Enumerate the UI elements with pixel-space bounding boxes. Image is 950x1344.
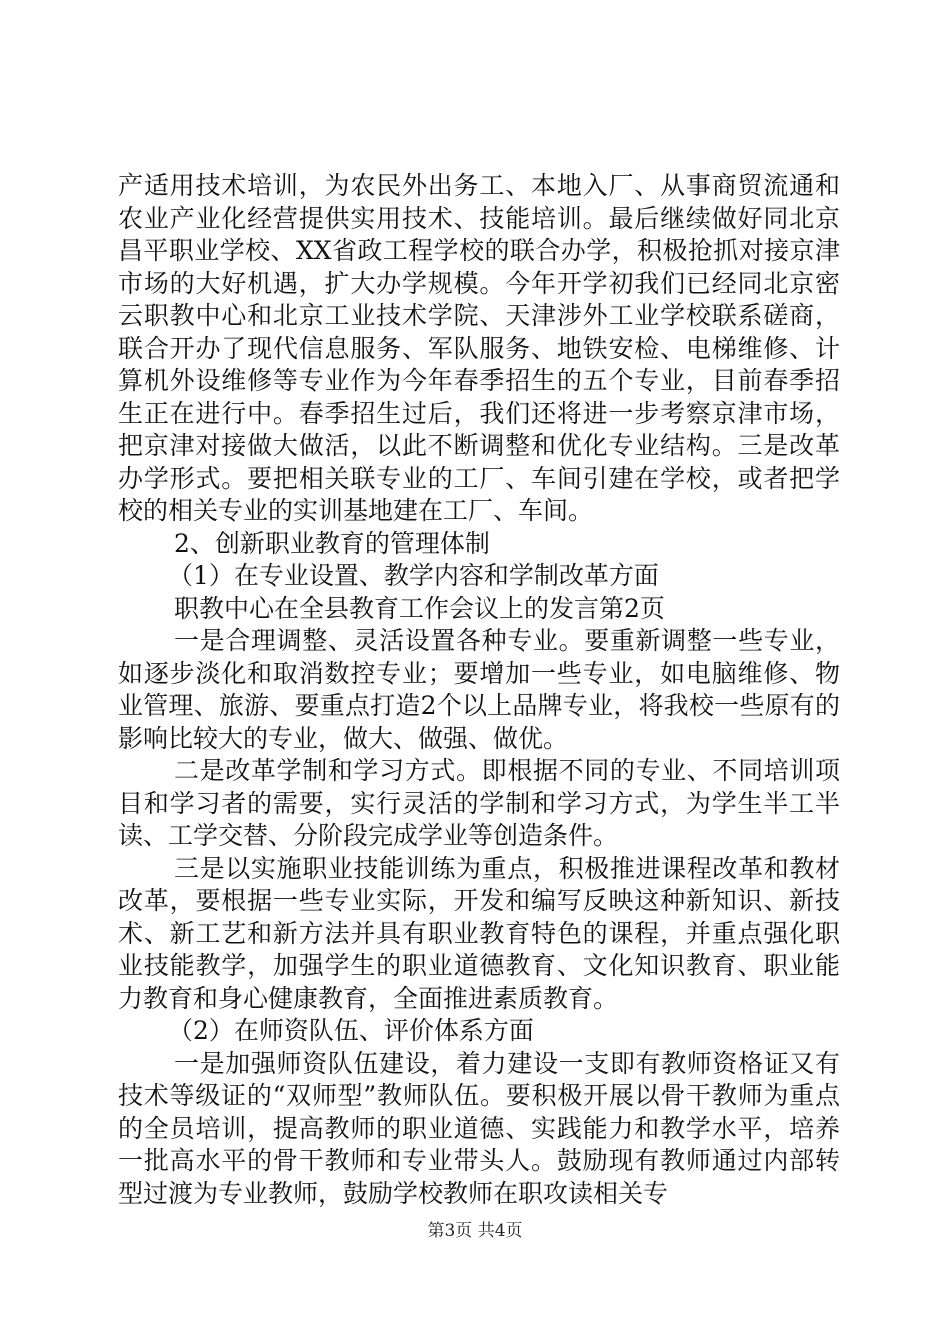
paragraph-7: 三是以实施职业技能训练为重点，积极推进课程改革和教材改革，要根据一些专业实际，开发和编写反映这种新知识、新技术、新工艺和新方法并具有职业教育特色的课程，并重点强化职业技能教学，加强学生的职业道德教育、文化知识教育、职业能力教育和身心健康教育，全面推进素质教育。 [118, 853, 840, 1013]
paragraph-6: 二是改革学制和学习方式。即根据不同的专业、不同培训项目和学习者的需要，实行灵活的学制和学习方式，为学生半工半读、工学交替、分阶段完成学业等创造条件。 [118, 756, 840, 850]
document-body [118, 170, 840, 1210]
paragraph-1: 产适用技术培训，为农民外出务工、本地入厂、从事商贸流通和农业产业化经营提供实用技术、技能培训。最后继续做好同北京昌平职业学校、XX省政工程学校的联合办学，积极抢抓对接京津市场的大好机遇，扩大办学规模。今年开学初我们已经同北京密云职教中心和北京工业技术学院、天津涉外工业学校联系磋商，联合开办了现代信息服务、军队服务、地铁安检、电梯维修、计算机外设维修等专业作为今年春季招生的五个专业，目前春季招生正在进行中。春季招生过后，我们还将进一步考察京津市场，把京津对接做大做活，以此不断调整和优化专业结构。三是改革办学形式。要把相关联专业的工厂、车间引建在学校，或者把学校的相关专业的实训基地建在工厂、车间。 [118, 171, 840, 525]
paragraph-subheading-2: （2）在师资队伍、评价体系方面 [168, 1016, 534, 1045]
paragraph-page-note: 职教中心在全县教育工作会议上的发言第2页 [174, 593, 665, 623]
paragraph-subheading-1: （1）在专业设置、教学内容和学制改革方面 [168, 561, 659, 590]
paragraph-heading-2: 2、创新职业教育的管理体制 [174, 528, 490, 558]
paragraph-5: 一是合理调整、灵活设置各种专业。要重新调整一些专业，如逐步淡化和取消数控专业；要增加一些专业，如电脑维修、物业管理、旅游、要重点打造2个以上品牌专业，将我校一些原有的影响比较大的专业，做大、做强、做优。 [118, 626, 840, 753]
page-footer: 第3页 共4页 [427, 1221, 523, 1241]
paragraph-9: 一是加强师资队伍建设，着力建设一支即有教师资格证又有技术等级证的“双师型”教师队伍。要积极开展以骨干教师为重点的全员培训，提高教师的职业道德、实践能力和教学水平，培养一批高水平的骨干教师和专业带头人。鼓励现有教师通过内部转型过渡为专业教师，鼓励学校教师在职攻读相关专 [118, 1048, 840, 1208]
